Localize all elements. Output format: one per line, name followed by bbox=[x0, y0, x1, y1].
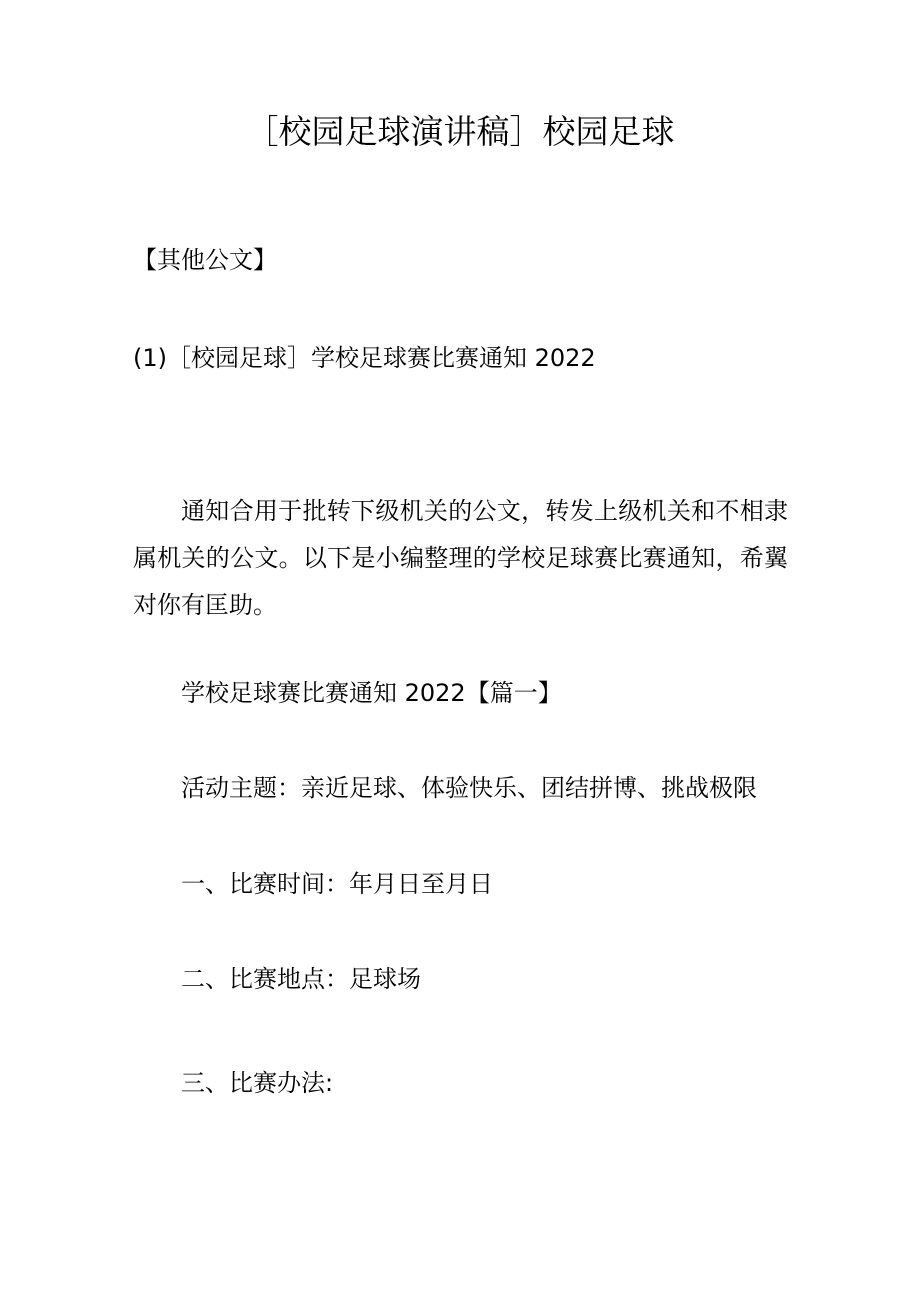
match-method: 三、比赛办法: bbox=[181, 1069, 334, 1097]
category-label: 【其他公文】 bbox=[133, 246, 277, 274]
match-time: 一、比赛时间：年月日至月日 bbox=[181, 870, 493, 898]
notice-heading: (1)［校园足球］学校足球赛比赛通知 2022 bbox=[133, 344, 596, 372]
match-place: 二、比赛地点：足球场 bbox=[181, 965, 421, 993]
intro-paragraph: 通知合用于批转下级机关的公文，转发上级机关和不相隶属机关的公文。以下是小编整理的学校足球赛比赛通知，希翼对你有匡助。 bbox=[133, 497, 788, 619]
section-title: 学校足球赛比赛通知 2022【篇一】 bbox=[181, 679, 562, 707]
document-title: ［校园足球演讲稿］校园足球 bbox=[245, 112, 675, 151]
activity-theme: 活动主题：亲近足球、体验快乐、团结拼博、挑战极限 bbox=[181, 774, 757, 802]
